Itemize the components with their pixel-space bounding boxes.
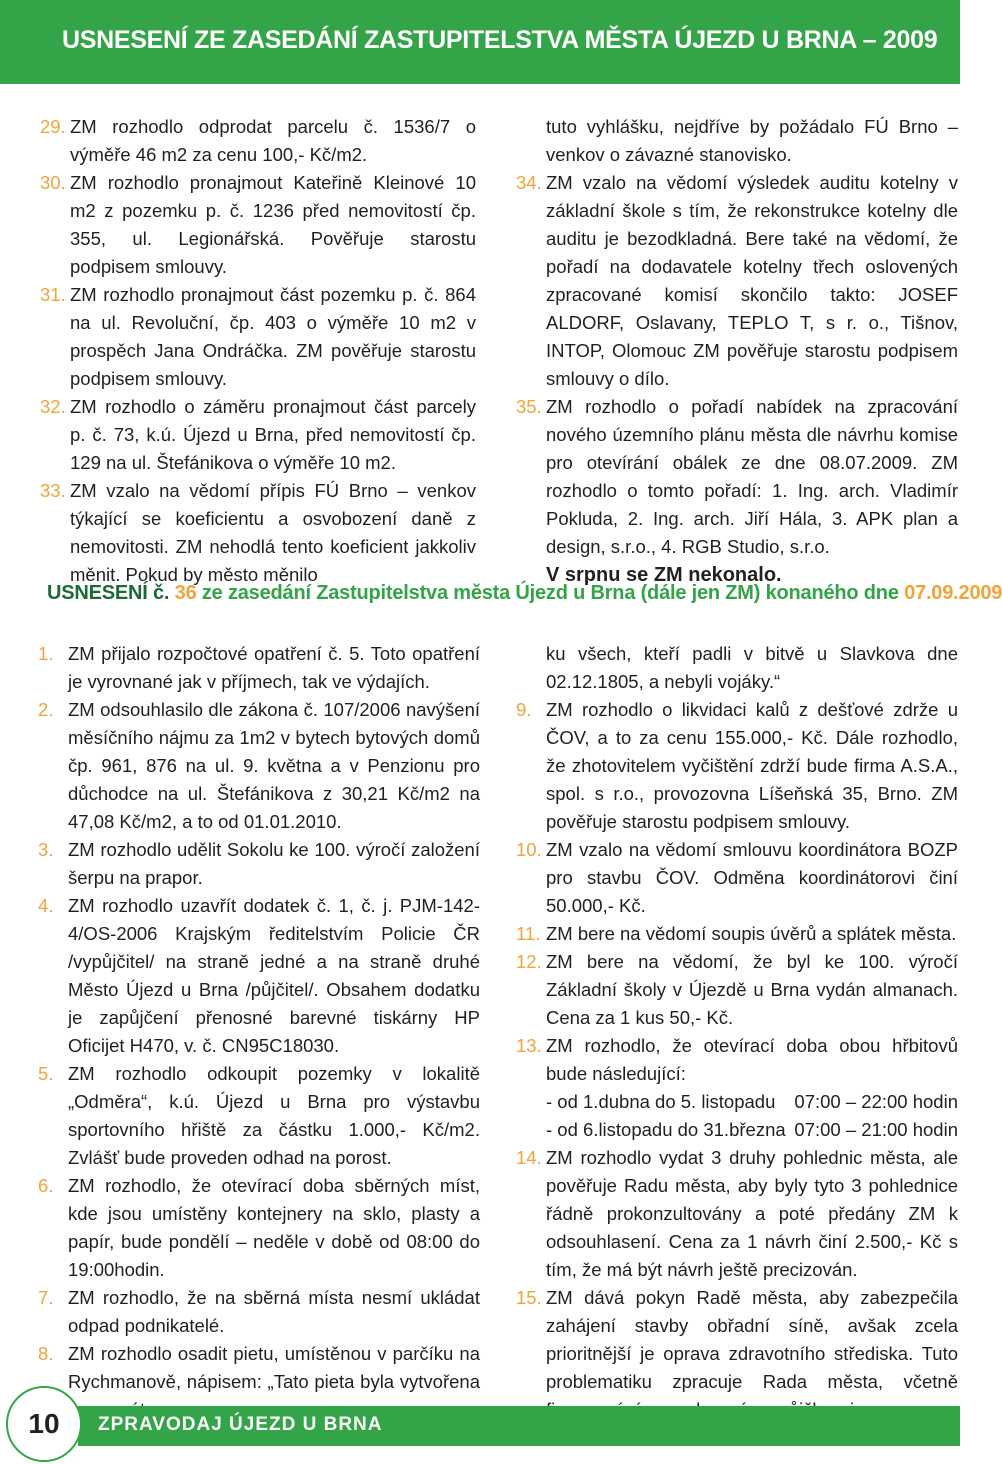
item-text: ZM rozhodlo pronajmout část pozemku p. č. 864 na ul. Revoluční, čp. 403 o výměře 10 m2 v prospěch Jana Ondráčka. ZM pověřuje starostu podpisem smlouvy. <box>70 284 476 389</box>
resolution-item <box>38 892 480 1060</box>
item-text: ZM rozhodlo vydat 3 druhy pohlednic města, ale pověřuje Radu města, aby byly tyto 3 pohlednice řádně prokonzultovány a poté předány ZM k odsouhlasení. Cena za 1 návrh činí 2.500,- Kč s tím, že má být návrh ještě precizován. <box>546 1147 958 1280</box>
resolution-item <box>516 1032 958 1088</box>
resolution-item <box>38 1060 480 1172</box>
continuation-span: tuto vyhlášku, nejdříve by požádalo FÚ Brno – venkov o závazné stanovisko. <box>546 116 958 165</box>
item-text: ZM rozhodlo o záměru pronajmout část parcely p. č. 73, k.ú. Újezd u Brna, před nemovitostí čp. 129 na ul. Štefánikova o výměře 10 m2. <box>70 396 476 473</box>
item-text: ZM rozhodlo, že otevírací doba sběrných míst, kde jsou umístěny kontejnery na sklo, plasty a papír, bude pondělí – neděle v době od 08:00 do 19:00hodin. <box>68 1175 480 1280</box>
item-number: 11. <box>516 923 541 944</box>
item-text: ZM vzalo na vědomí smlouvu koordinátora BOZP pro stavbu ČOV. Odměna koordinátorovi činí 50.000,- Kč. <box>546 839 958 916</box>
schedule-row <box>516 1088 958 1116</box>
footer-bar <box>78 1406 960 1446</box>
item-text: ZM rozhodlo udělit Sokolu ke 100. výročí založení šerpu na prapor. <box>68 839 480 888</box>
item-text: ZM rozhodlo o likvidaci kalů z dešťové zdrže u ČOV, a to za cenu 155.000,- Kč. Dále rozhodlo, že zhotovitelem vyčištění zdrží bude firma A.S.A., spol. s r.o., provozovna Líšeňská 35, Brno. ZM pověřuje starostu podpisem smlouvy. <box>546 699 958 832</box>
page-number: 10 <box>28 1408 60 1439</box>
item-text: ZM vzalo na vědomí výsledek auditu kotelny v základní škole s tím, že rekonstrukce kotelny dle auditu je bezodkladná. Bere také na vědomí, že pořadí na dodavatele kotelny třech oslovených zpracované komisí skončilo takto: JOSEF ALDORF, Oslavany, TEPLO T, s r. o., Tišnov, INTOP, Olomouc ZM pověřuje starostu podpisem smlouvy o dílo. <box>546 172 958 389</box>
item-text: ZM rozhodlo odprodat parcelu č. 1536/7 o výměře 46 m2 za cenu 100,- Kč/m2. <box>70 116 476 165</box>
resolution-item <box>38 836 480 892</box>
section-rest: ze zasedání Zastupitelstva města Újezd u Brna (dále jen ZM) konaného dne <box>201 582 899 604</box>
item-text: ZM rozhodlo odkoupit pozemky v lokalitě „Odměra“, k.ú. Újezd u Brna pro výstavbu sportovního hřiště za částku 1.000,- Kč/m2. Zvlášť bude proveden odhad na porost. <box>68 1063 480 1168</box>
bottom-left-column <box>38 640 480 1424</box>
item-number: 2. <box>38 699 54 720</box>
resolution-item <box>38 1172 480 1284</box>
continuation-span: ku všech, kteří padli v bitvě u Slavkova dne 02.12.1805, a nebyli vojáky.“ <box>546 643 958 692</box>
item-number: 9. <box>516 699 532 720</box>
resolution-item <box>38 696 480 836</box>
page-header <box>0 0 960 84</box>
item-text: ZM přijalo rozpočtové opatření č. 5. Toto opatření je vyrovnané jak v příjmech, tak ve výdajích. <box>68 643 480 692</box>
section-number: 36 <box>174 582 197 604</box>
bottom-right-column <box>516 640 958 1424</box>
item-number: 1. <box>38 643 54 664</box>
resolution-item <box>516 1144 958 1284</box>
item-text: ZM rozhodlo, že otevírací doba obou hřbitovů bude následující: <box>546 1035 958 1084</box>
schedule-period: - od 1.dubna do 5. listopadu <box>546 1091 776 1112</box>
item-number: 7. <box>38 1287 54 1308</box>
item-number: 31. <box>40 284 66 305</box>
item-number: 29. <box>40 116 66 137</box>
item-text: ZM rozhodlo osadit pietu, umístěnou v parčíku na Rychmanově, nápisem: „Tato pieta byla vytvořena <box>68 1343 480 1392</box>
resolution-item <box>40 393 476 477</box>
item-number: 8. <box>38 1343 54 1364</box>
item-number: 33. <box>40 480 66 501</box>
resolution-item <box>516 169 958 393</box>
item-number: 32. <box>40 396 66 417</box>
item-number: 14. <box>516 1147 542 1168</box>
resolution-item <box>40 113 476 169</box>
item-text: ZM dává pokyn Radě města, aby zabezpečila zahájení stavby obřadní síně, avšak zcela prioritnější je oprava zdravotního střediska. Tuto problematiku zpracuje Rada města, včetně <box>546 1287 958 1392</box>
item-text: ZM odsouhlasilo dle zákona č. 107/2006 navýšení měsíčního nájmu za 1m2 v bytech bytových domů čp. 961, 876 na ul. 9. května a v Penzionu pro důchodce na ul. Štefánikova z 30,21 Kč/m2 na 47,08 Kč/m2, a to od 01.01.2010. <box>68 699 480 832</box>
resolution-item <box>40 281 476 393</box>
top-left-column <box>40 113 476 589</box>
item-text: ZM bere na vědomí soupis úvěrů a splátek města. <box>546 923 957 944</box>
resolution-item <box>516 696 958 836</box>
item-text: ZM rozhodlo uzavřít dodatek č. 1, č. j. PJM-142-4/OS-2006 Krajským ředitelstvím Policie ČR /vypůjčitel/ na straně jedné a na straně druhé Město Újezd u Brna /půjčitel/. Obsahem dodatku je zapůjčení přenosné barevné tiskárny HP Oficijet H470, v. č. CN95C18030. <box>68 895 480 1056</box>
item-number: 34. <box>516 172 542 193</box>
top-right-column <box>516 113 958 589</box>
section-title <box>47 582 1002 605</box>
section-prefix: USNESENÍ č. <box>47 582 170 604</box>
item-number: 10. <box>516 839 542 860</box>
schedule-period: - od 6.listopadu do 31.března <box>546 1119 786 1140</box>
item-number: 12. <box>516 951 542 972</box>
closing-text: V srpnu se ZM nekonalo. <box>546 564 782 586</box>
item-text: ZM rozhodlo pronajmout Kateřině Kleinové 10 m2 z pozemku p. č. 1236 před nemovitostí čp. 355, ul. Legionářská. Pověřuje starostu podpisem smlouvy. <box>70 172 476 277</box>
resolution-item <box>516 836 958 920</box>
resolution-item <box>516 920 958 948</box>
resolution-item <box>516 948 958 1032</box>
resolution-item <box>516 1284 958 1424</box>
resolution-item <box>40 477 476 589</box>
resolution-item <box>40 169 476 281</box>
item-number: 4. <box>38 895 54 916</box>
item-number: 30. <box>40 172 66 193</box>
resolution-item <box>38 1284 480 1340</box>
item-text: ZM bere na vědomí, že byl ke 100. výročí Základní školy v Újezdě u Brna vydán almanach. Cena za 1 kus 50,- Kč. <box>546 951 958 1028</box>
schedule-hours: 07:00 – 22:00 hodin <box>794 1091 958 1112</box>
item-number: 3. <box>38 839 54 860</box>
header-title: USNESENÍ ZE ZASEDÁNÍ ZASTUPITELSTVA MĚSTA ÚJEZD U BRNA – 2009 <box>62 26 938 54</box>
item-number: 15. <box>516 1287 542 1308</box>
continuation-text <box>516 113 958 169</box>
footer-label: ZPRAVODAJ ÚJEZD U BRNA <box>98 1414 383 1435</box>
schedule-hours: 07:00 – 21:00 hodin <box>794 1119 958 1140</box>
item-number: 6. <box>38 1175 54 1196</box>
item-number: 5. <box>38 1063 54 1084</box>
page-number-badge <box>6 1386 82 1462</box>
continuation-text <box>516 640 958 696</box>
resolution-item <box>516 393 958 561</box>
item-number: 35. <box>516 396 542 417</box>
item-text: ZM vzalo na vědomí přípis FÚ Brno – venkov týkající se koeficientu a osvobození daně z nemovitosti. ZM nehodlá tento koeficient jakkoliv měnit. Pokud by město měnilo <box>70 480 476 585</box>
item-text: ZM rozhodlo o pořadí nabídek na zpracování nového územního plánu města dle návrhu komise pro otevírání obálek ze dne 08.07.2009. ZM rozhodlo o tomto pořadí: 1. Ing. arch. Vladimír Pokluda, 2. Ing. arch. Jiří Hála, 3. APK plan a design, s.r.o., 4. RGB Studio, s.r.o. <box>546 396 958 557</box>
item-text: ZM rozhodlo, že na sběrná místa nesmí ukládat odpad podnikatelé. <box>68 1287 480 1336</box>
schedule-row <box>516 1116 958 1144</box>
item-number: 13. <box>516 1035 542 1056</box>
resolution-item <box>38 640 480 696</box>
section-date: 07.09.2009 <box>904 582 1002 604</box>
